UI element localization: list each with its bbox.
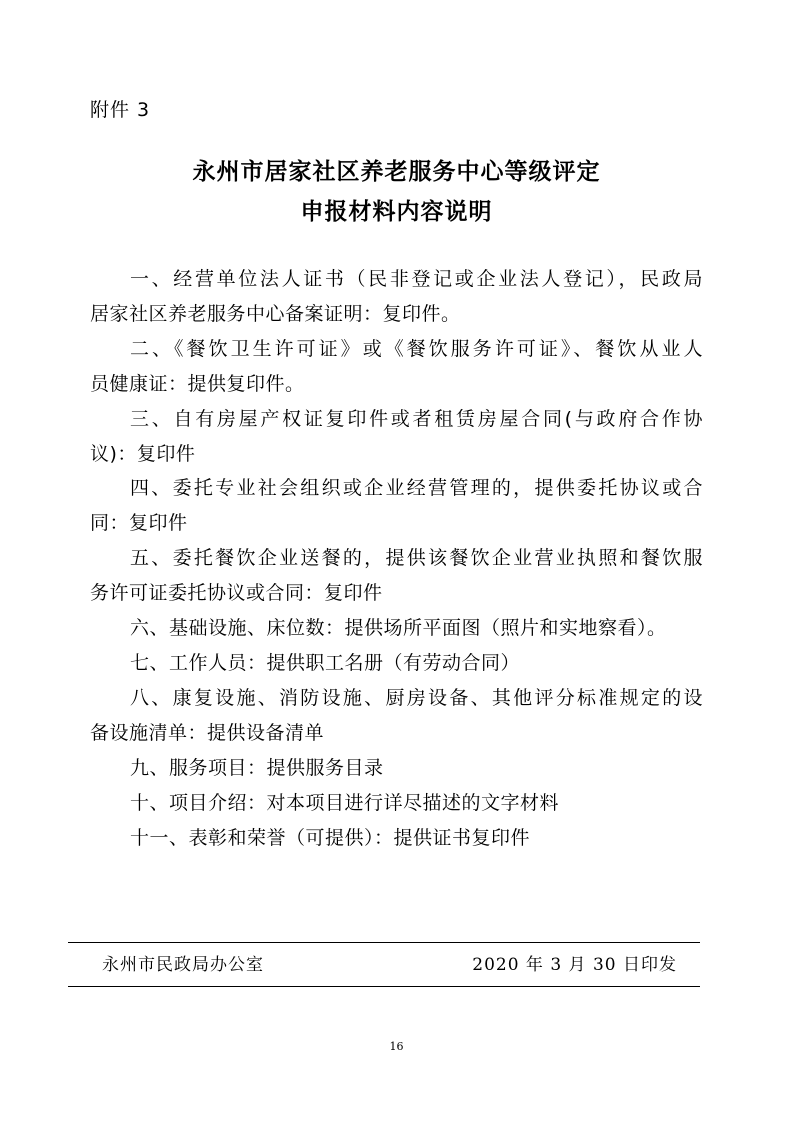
footer-rule-top [68, 942, 700, 943]
list-item-1 [90, 262, 703, 332]
list-item-9-line-1: 九、服务项目：提供服务目录 [130, 756, 384, 779]
list-item-7-line-1: 七、工作人员：提供职工名册（有劳动合同） [130, 651, 521, 674]
list-item-11 [90, 821, 703, 856]
list-item-3-line-2: 议)：复印件 [90, 442, 196, 465]
list-item-2-line-1: 二、《餐饮卫生许可证》或《餐饮服务许可证》、餐饮从业人 [130, 337, 703, 360]
list-item-5-line-2: 务许可证委托协议或合同：复印件 [90, 582, 383, 605]
page-number: 16 [389, 1040, 404, 1053]
document-body [90, 262, 703, 855]
issue-date: 2020 年 3 月 30 日印发 [472, 955, 677, 975]
document-title-line-1: 永州市居家社区养老服务中心等级评定 [192, 158, 601, 185]
list-item-10 [90, 786, 703, 821]
list-item-4-line-2: 同：复印件 [90, 512, 188, 535]
list-item-8-line-1: 八、康复设施、消防设施、厨房设备、其他评分标准规定的设 [130, 686, 703, 709]
list-item-11-line-1: 十一、表彰和荣誉（可提供）：提供证书复印件 [130, 826, 531, 849]
list-item-2-line-2: 员健康证：提供复印件。 [90, 372, 305, 395]
list-item-2 [90, 332, 703, 402]
list-item-1-line-1: 一、经营单位法人证书（民非登记或企业法人登记），民政局 [130, 268, 703, 290]
list-item-5-line-1: 五、委托餐饮企业送餐的，提供该餐饮企业营业执照和餐饮服 [130, 547, 703, 570]
attachment-label: 附件 3 [90, 99, 151, 121]
list-item-6 [90, 611, 703, 646]
list-item-10-line-1: 十、项目介绍：对本项目进行详尽描述的文字材料 [130, 791, 560, 814]
list-item-1-line-2: 居家社区养老服务中心备案证明：复印件。 [90, 302, 461, 325]
list-item-3-line-1: 三、自有房屋产权证复印件或者租赁房屋合同(与政府合作协 [130, 407, 703, 430]
footer-rule-bottom [68, 986, 700, 987]
list-item-8-line-2: 备设施清单：提供设备清单 [90, 721, 325, 744]
list-item-4 [90, 471, 703, 541]
list-item-8 [90, 681, 703, 751]
list-item-5 [90, 541, 703, 611]
list-item-4-line-1: 四、委托专业社会组织或企业经营管理的，提供委托协议或合 [130, 477, 703, 500]
list-item-7 [90, 646, 703, 681]
list-item-6-line-1: 六、基础设施、床位数：提供场所平面图（照片和实地察看）。 [130, 617, 667, 640]
list-item-3 [90, 402, 703, 472]
document-title-line-2: 申报材料内容说明 [300, 198, 493, 225]
list-item-9 [90, 751, 703, 786]
issuing-office: 永州市民政局办公室 [102, 955, 264, 975]
